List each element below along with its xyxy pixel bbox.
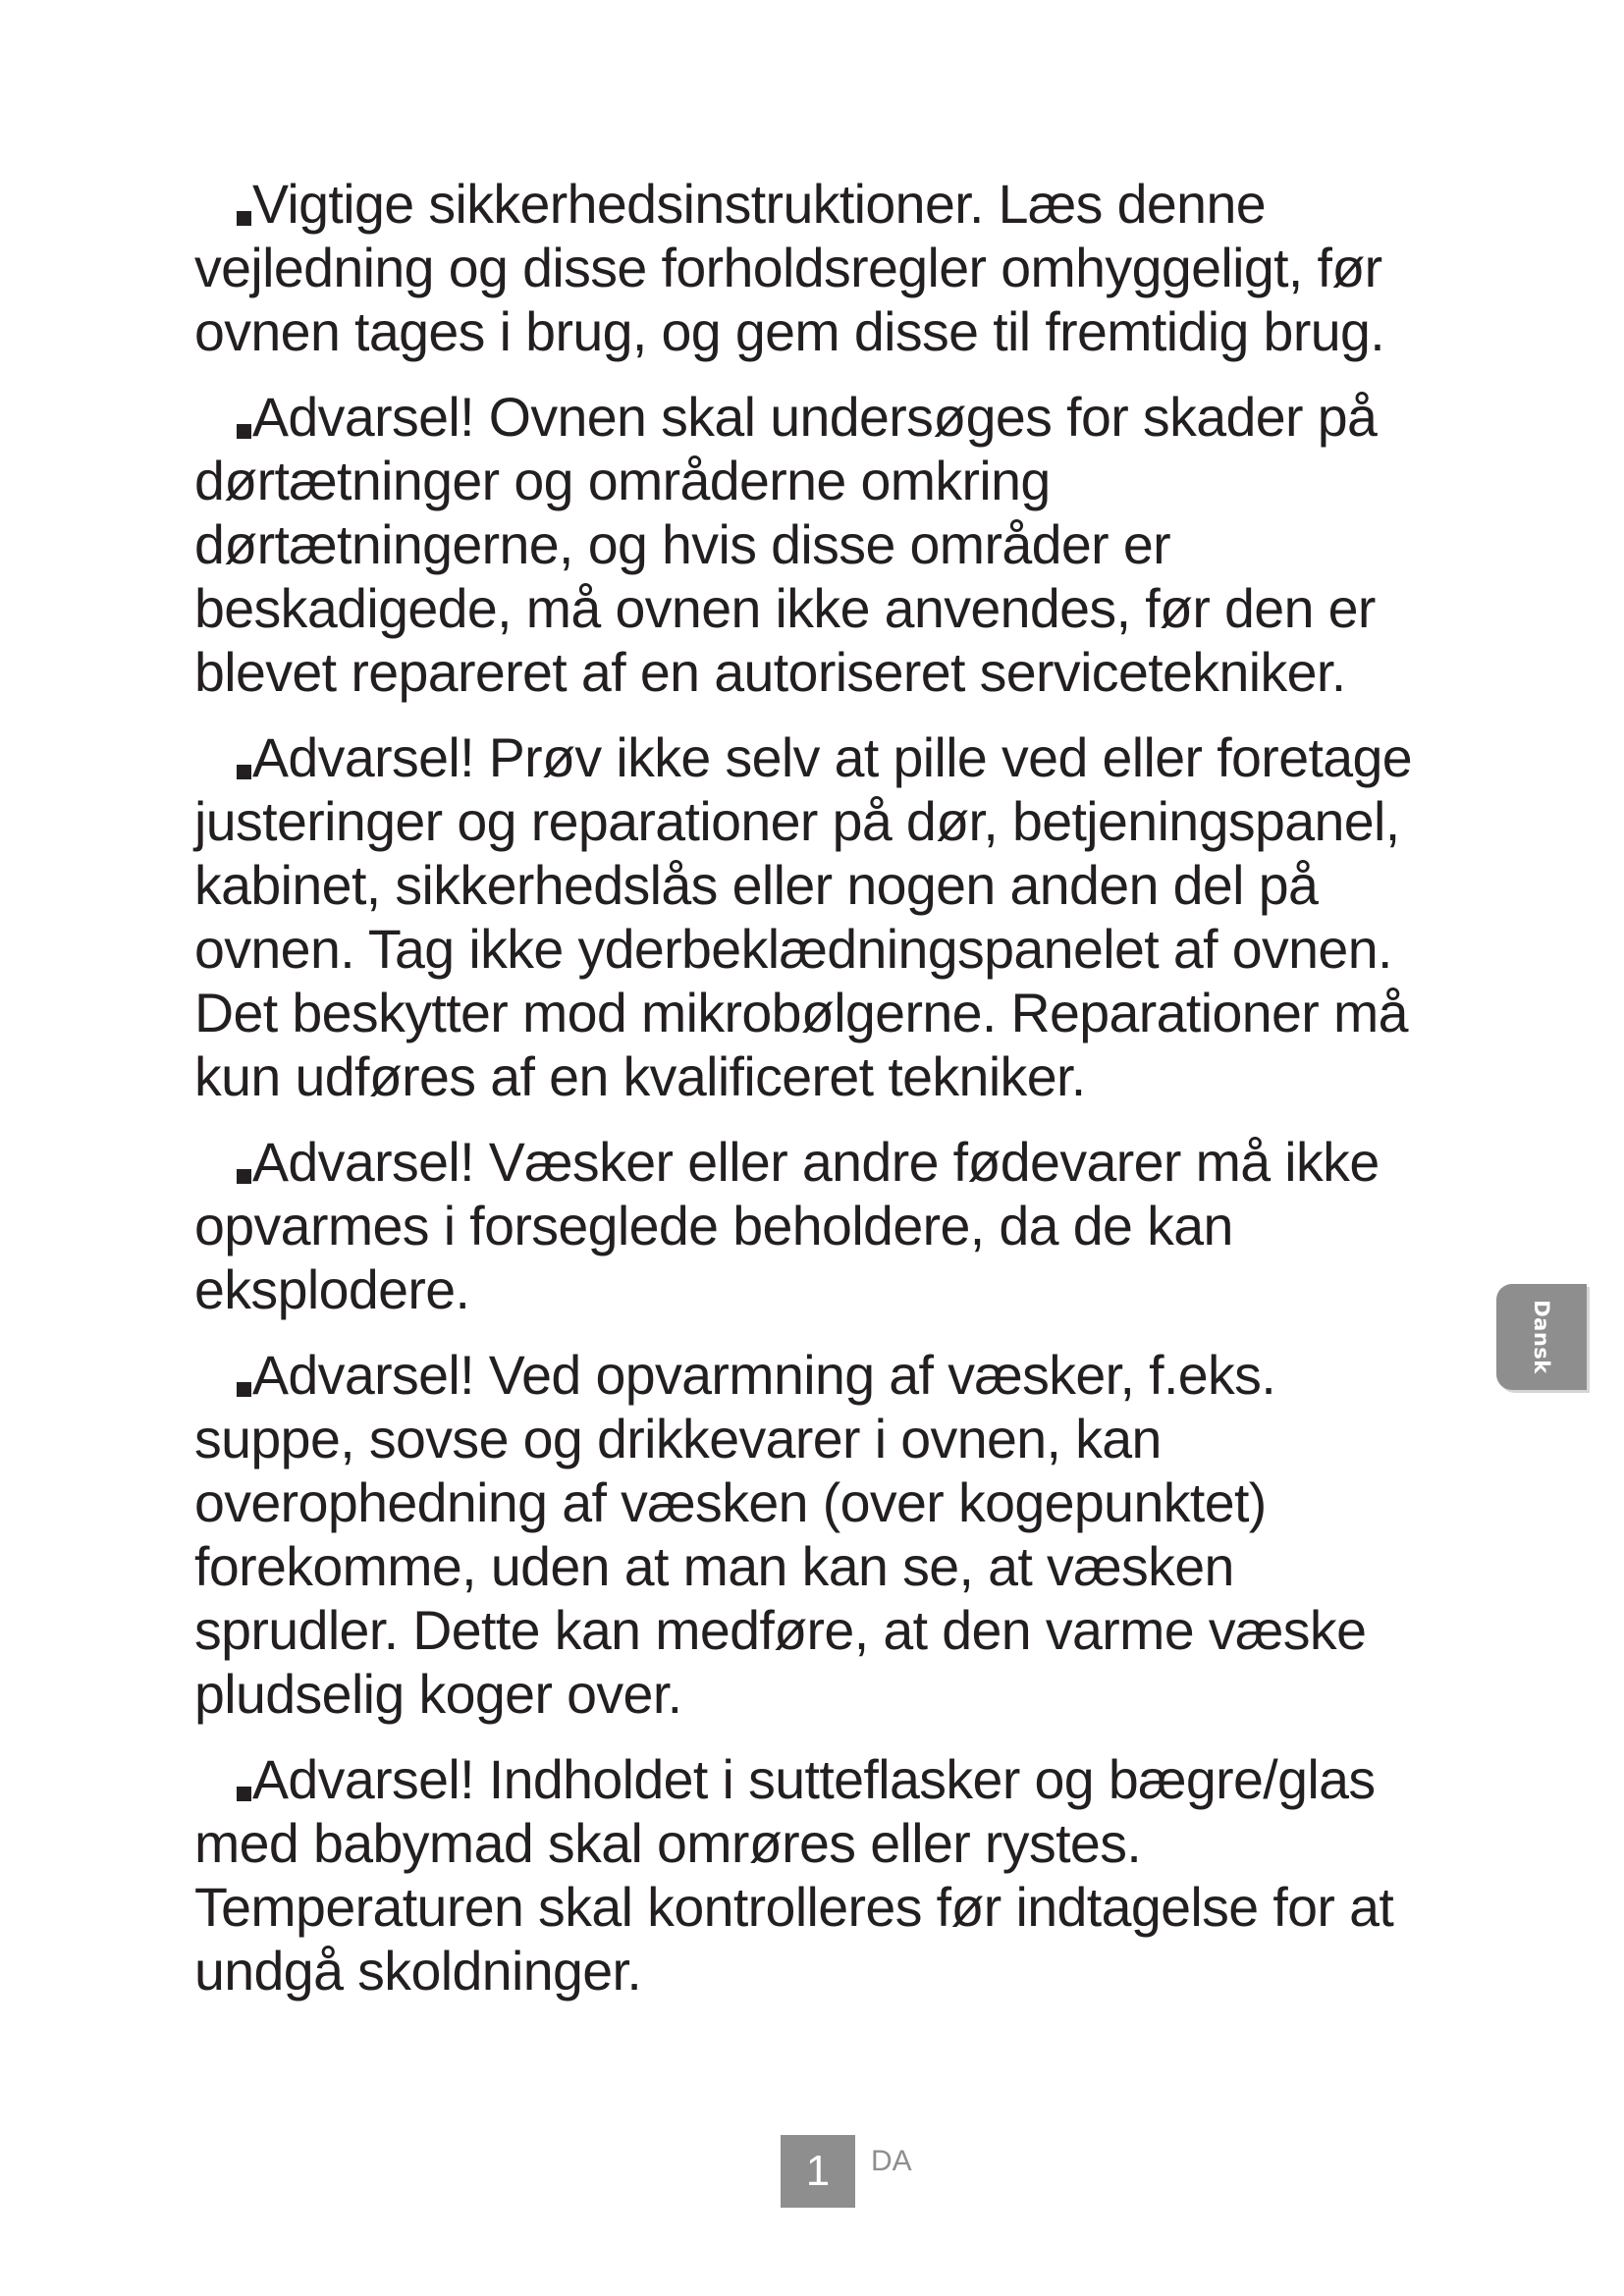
safety-paragraph-1 bbox=[194, 173, 1432, 364]
safety-paragraph-3 bbox=[194, 726, 1432, 1109]
square-bullet-icon bbox=[237, 1382, 251, 1397]
square-bullet-icon bbox=[237, 1169, 251, 1184]
paragraph-text: Advarsel! Ved opvarmning af væsker, f.eks. suppe, sovse og drikkevarer i ovnen, kan overophedning af væsken (over kogepunktet) forekomme, uden at man kan se, at væsken sprudler. Dette kan medføre, at den varme væske pludselig koger over. bbox=[194, 1345, 1367, 1725]
safety-paragraph-5 bbox=[194, 1344, 1432, 1727]
safety-paragraph-4 bbox=[194, 1131, 1432, 1322]
paragraph-text: Advarsel! Ovnen skal undersøges for skader på dørtætninger og områderne omkring dørtætningerne, og hvis disse områder er beskadigede, må ovnen ikke anvendes, før den er blevet repareret af en autoriseret servicetekniker. bbox=[194, 387, 1378, 703]
language-side-tab-label: Dansk bbox=[1530, 1300, 1553, 1374]
safety-instructions bbox=[194, 173, 1432, 2025]
paragraph-text: Advarsel! Indholdet i sutteflasker og bægre/glas med babymad skal omrøres eller rystes. Temperaturen skal kontrolleres før indtagelse for at undgå skoldninger. bbox=[194, 1749, 1394, 2002]
square-bullet-icon bbox=[237, 765, 251, 779]
safety-paragraph-6 bbox=[194, 1748, 1432, 2003]
square-bullet-icon bbox=[237, 424, 251, 439]
square-bullet-icon bbox=[237, 211, 251, 226]
paragraph-text: Vigtige sikkerhedsinstruktioner. Læs denne vejledning og disse forholdsregler omhyggeligt, før ovnen tages i brug, og gem disse til fremtidig brug. bbox=[194, 174, 1385, 362]
paragraph-text: Advarsel! Prøv ikke selv at pille ved eller foretage justeringer og reparationer på dør, betjeningspanel, kabinet, sikkerhedslås eller nogen anden del på ovnen. Tag ikke yderbeklædningspanelet af ovnen. Det beskytter mod mikrobølgerne. Reparationer må kun udføres af en kvalificeret tekniker. bbox=[194, 727, 1413, 1107]
language-side-tab bbox=[1496, 1284, 1587, 1390]
paragraph-text: Advarsel! Væsker eller andre fødevarer må ikke opvarmes i forseglede beholdere, da de kan eksplodere. bbox=[194, 1132, 1380, 1320]
square-bullet-icon bbox=[237, 1787, 251, 1801]
page-number: 1 bbox=[781, 2135, 855, 2208]
safety-paragraph-2 bbox=[194, 386, 1432, 705]
language-code: DA bbox=[871, 2145, 912, 2177]
